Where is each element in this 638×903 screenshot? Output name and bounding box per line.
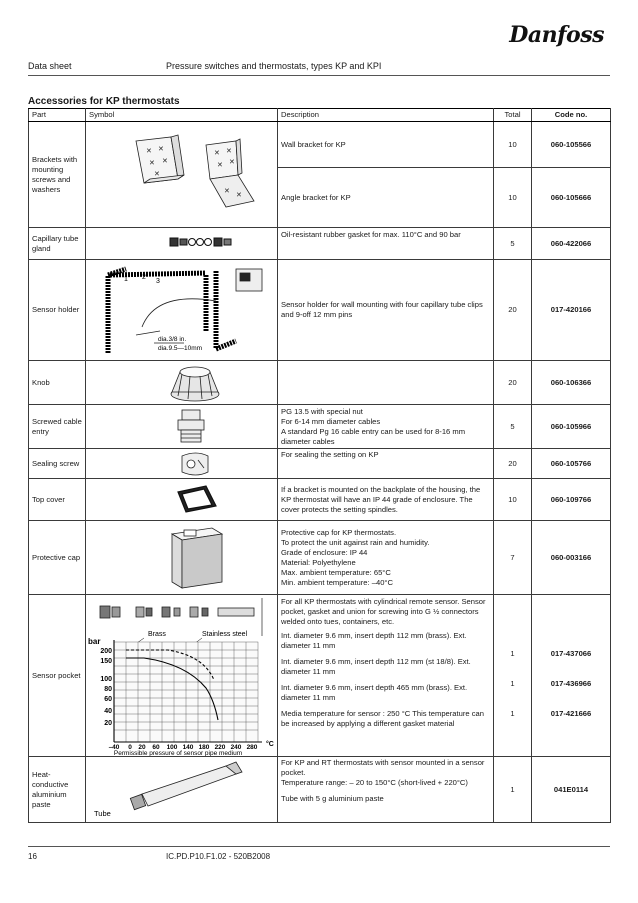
chart-x-unit: °C — [266, 740, 274, 748]
tube-label: Tube — [94, 808, 111, 818]
cable-entry-total: 5 — [494, 405, 532, 449]
protective-cap-code: 060-003166 — [532, 521, 611, 595]
paste-total: 1 — [494, 757, 532, 823]
svg-text:✕: ✕ — [214, 150, 220, 157]
sensor-pocket-item: Int. diameter 9.6 mm, insert depth 112 mm (st 18/8). Ext. diameter 11 mm — [281, 657, 471, 676]
y-tick: 40 — [104, 707, 112, 715]
x-tick: 60 — [152, 743, 160, 751]
sealing-desc: For sealing the setting on KP — [278, 449, 494, 479]
sensor-pocket-total: 1 — [510, 679, 515, 688]
protective-cap-symbol — [86, 521, 278, 595]
bracket-angle-code: 060-105666 — [532, 168, 611, 228]
y-tick: 80 — [104, 685, 112, 693]
sensor-pocket-code: 017-436966 — [550, 679, 592, 688]
knob-symbol — [86, 361, 278, 405]
table-header — [29, 109, 611, 122]
cable-entry-symbol — [86, 405, 278, 449]
page-title: Accessories for KP thermostats — [28, 96, 180, 107]
table-row — [29, 122, 611, 168]
knob-total: 20 — [494, 361, 532, 405]
sensor-pocket-item: Int. diameter 9.6 mm, insert depth 465 mm (brass). Ext. diameter 11 mm — [281, 683, 468, 702]
sealing-screw-symbol — [86, 449, 278, 479]
sensor-pocket-codes — [532, 595, 611, 757]
table-row — [29, 479, 611, 521]
bracket-wall-total: 10 — [494, 122, 532, 168]
paste-tube-symbol — [86, 757, 278, 823]
chart-y-unit: bar — [88, 636, 101, 646]
top-cover-desc: If a bracket is mounted on the backplate of the housing, the KP thermostat will have an IP 44 grade of enclosure. The cover protects the setting spindles. — [278, 479, 494, 521]
table-row — [29, 595, 611, 757]
cable-entry-line: For 6-14 mm diameter cables — [281, 416, 381, 426]
sensor-holder-desc: Sensor holder for wall mounting with four capillary tube clips and 9-off 12 mm pins — [278, 260, 494, 361]
svg-text:✕: ✕ — [162, 158, 168, 165]
x-tick: 20 — [138, 743, 146, 751]
paste-desc — [278, 757, 494, 823]
sensor-pocket-symbol — [86, 595, 278, 757]
header-rule — [28, 75, 610, 76]
legend-steel: Stainless steel — [202, 630, 248, 638]
holder-dia-inch: dia.3/8 in. — [158, 335, 187, 343]
x-tick: 280 — [246, 743, 258, 751]
x-tick: 240 — [230, 743, 242, 751]
sealing-code: 060-105766 — [532, 449, 611, 479]
y-tick: 60 — [104, 695, 112, 703]
paste-code: 041E0114 — [532, 757, 611, 823]
col-total: Total — [494, 109, 532, 122]
col-code: Code no. — [532, 109, 611, 122]
y-tick: 200 — [100, 647, 112, 655]
part-sensor-holder: Sensor holder — [29, 260, 86, 361]
paste-line: For KP and RT thermostats with sensor mounted in a sensor pocket. — [281, 758, 485, 777]
sensor-pocket-code: 017-437066 — [550, 649, 592, 658]
y-tick: 150 — [100, 657, 112, 665]
protective-cap-desc — [278, 521, 494, 595]
knob-code: 060-106366 — [532, 361, 611, 405]
sensor-holder-symbol — [86, 260, 278, 361]
footer-rule — [28, 846, 610, 847]
sensor-pocket-code: 017-421666 — [550, 709, 592, 718]
paste-tube-line: Tube with 5 g aluminium paste — [281, 794, 384, 803]
y-tick: 100 — [100, 675, 112, 683]
part-capillary: Capillary tube gland — [29, 228, 86, 260]
table-row — [29, 228, 611, 260]
x-tick: 100 — [166, 743, 178, 751]
top-cover-total: 10 — [494, 479, 532, 521]
sensor-holder-code: 017-420166 — [532, 260, 611, 361]
svg-text:✕: ✕ — [226, 148, 232, 155]
table-row — [29, 260, 611, 361]
part-sensor-pocket: Sensor pocket — [29, 595, 86, 757]
part-paste: Heat-conductive aluminium paste — [29, 757, 86, 823]
doc-subtitle: Pressure switches and thermostats, types KP and KPI — [166, 61, 382, 71]
sensor-pocket-item: Int. diameter 9.6 mm, insert depth 112 mm (brass). Ext. diameter 11 mm — [281, 631, 467, 650]
knob-desc — [278, 361, 494, 405]
sensor-pocket-note: Media temperature for sensor : 250 °C This temperature can be increased by applying a different gasket material — [281, 709, 484, 728]
protective-cap-line: Material: Polyethylene — [281, 557, 356, 567]
holder-dia-mm: dia.9.5—10mm — [158, 344, 203, 352]
table-row — [29, 521, 611, 595]
paste-line: Temperature range: – 20 to 150°C (short-lived + 220°C) — [281, 778, 468, 787]
cable-entry-line: A standard Pg 16 cable entry can be used for 8-16 mm diameter cables — [281, 426, 466, 446]
svg-text:✕: ✕ — [149, 160, 155, 167]
sensor-holder-total: 20 — [494, 260, 532, 361]
cable-entry-desc — [278, 405, 494, 449]
gland-symbol — [86, 228, 278, 260]
sensor-pocket-desc — [278, 595, 494, 757]
table-row — [29, 757, 611, 823]
svg-text:✕: ✕ — [154, 171, 160, 178]
holder-label-1: 1 — [124, 275, 128, 283]
svg-text:✕: ✕ — [217, 162, 223, 169]
top-cover-symbol — [86, 479, 278, 521]
part-knob: Knob — [29, 361, 86, 405]
table-row — [29, 405, 611, 449]
doc-reference: IC.PD.P10.F1.02 - 520B2008 — [166, 852, 271, 861]
capillary-code: 060-422066 — [532, 228, 611, 260]
capillary-total: 5 — [494, 228, 532, 260]
holder-label-3: 3 — [156, 277, 160, 285]
accessories-table — [28, 108, 611, 823]
sensor-pocket-intro: For all KP thermostats with cylindrical remote sensor. Sensor pocket, gasket and union for screwing into G ½ connectors welded onto tues, containers, etc. — [281, 597, 486, 626]
svg-text:✕: ✕ — [146, 148, 152, 155]
bracket-angle-desc: Angle bracket for KP — [278, 168, 494, 228]
x-tick: 180 — [198, 743, 210, 751]
svg-text:✕: ✕ — [158, 146, 164, 153]
chart-caption: Permissible pressure of sensor pipe medium — [113, 749, 243, 756]
x-tick: 220 — [214, 743, 226, 751]
protective-cap-total: 7 — [494, 521, 532, 595]
part-cable-entry: Screwed cable entry — [29, 405, 86, 449]
part-brackets: Brackets with mounting screws and washers — [29, 122, 86, 228]
bracket-wall-code: 060-105566 — [532, 122, 611, 168]
doc-section: Data sheet — [28, 61, 72, 71]
y-tick: 20 — [104, 719, 112, 727]
legend-brass: Brass — [148, 630, 166, 638]
table-row — [29, 449, 611, 479]
x-tick: –40 — [108, 743, 120, 751]
protective-cap-line: Min. ambient temperature: –40°C — [281, 577, 393, 587]
sensor-pocket-total: 1 — [510, 649, 515, 658]
part-sealing-screw: Sealing screw — [29, 449, 86, 479]
bracket-wall-desc: Wall bracket for KP — [278, 122, 494, 168]
holder-label-2: 2 — [142, 273, 146, 281]
part-top-cover: Top cover — [29, 479, 86, 521]
cable-entry-line: PG 13.5 with special nut — [281, 406, 363, 416]
protective-cap-line: Grade of enclosure: IP 44 — [281, 547, 368, 557]
part-protective-cap: Protective cap — [29, 521, 86, 595]
x-tick: 0 — [128, 743, 132, 751]
sealing-total: 20 — [494, 449, 532, 479]
bracket-symbol — [86, 122, 278, 228]
sensor-pocket-totals — [494, 595, 532, 757]
sensor-pocket-total: 1 — [510, 709, 515, 718]
protective-cap-line: To protect the unit against rain and humidity. — [281, 537, 430, 547]
protective-cap-line: Max. ambient temperature: 65°C — [281, 567, 391, 577]
col-symbol: Symbol — [86, 109, 278, 122]
bracket-angle-total: 10 — [494, 168, 532, 228]
page-number: 16 — [28, 852, 37, 861]
col-description: Description — [278, 109, 494, 122]
svg-text:✕: ✕ — [236, 192, 242, 199]
protective-cap-line: Protective cap for KP thermostats. — [281, 527, 397, 537]
svg-text:✕: ✕ — [224, 188, 230, 195]
svg-text:✕: ✕ — [229, 159, 235, 166]
cable-entry-code: 060-105966 — [532, 405, 611, 449]
top-cover-code: 060-109766 — [532, 479, 611, 521]
x-tick: 140 — [182, 743, 194, 751]
danfoss-logo: Danfoss — [509, 22, 604, 48]
col-part: Part — [29, 109, 86, 122]
table-row — [29, 361, 611, 405]
capillary-desc: Oil-resistant rubber gasket for max. 110°C and 90 bar — [278, 228, 494, 260]
